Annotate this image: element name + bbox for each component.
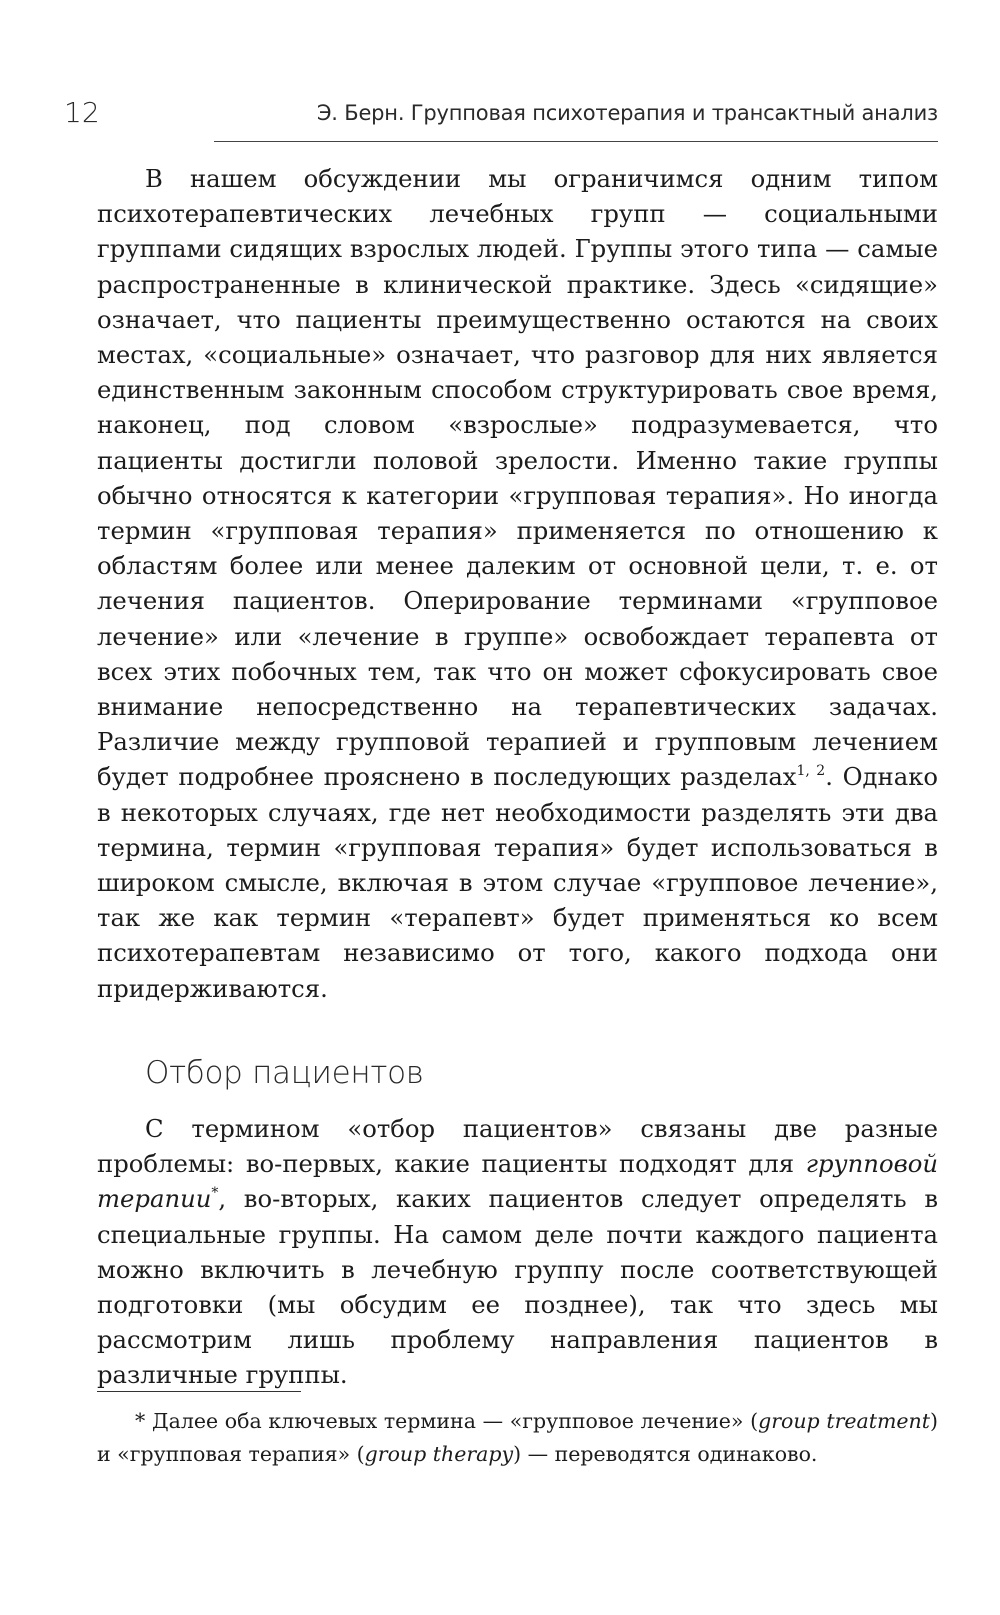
footnote — [97, 1405, 938, 1471]
footnote-text-1: Далее оба ключевых термина — «групповое лечение» ( — [151, 1409, 759, 1433]
footnote-text-3: ) — переводятся одинаково. — [513, 1442, 818, 1466]
footnote-mark-inline: * — [135, 1409, 146, 1433]
paragraph-text-before: С термином «отбор пациентов» связаны две разные проблемы: во-первых, какие пациенты подходят для — [97, 1114, 938, 1179]
footnote-mark: * — [211, 1185, 219, 1202]
paragraph-text-after: , во-вторых, каких пациентов следует определять в специальные группы. На самом деле почти каждого пациента можно включить в лечебную группу после соответствующей подготовки (мы обсудим ее позднее), так что здесь мы рассмотрим лишь проблему направления пациентов в различные группы. — [97, 1184, 938, 1390]
paragraph-intro — [97, 161, 938, 1006]
reference-marks: 1, 2 — [796, 763, 826, 780]
section-heading: Отбор пациентов — [145, 1055, 424, 1091]
running-title: Э. Берн. Групповая психотерапия и трансактный анализ — [316, 101, 938, 125]
paragraph-patient-selection — [97, 1111, 938, 1393]
italic-term: групповой терапии — [97, 1149, 938, 1214]
paragraph-intro-text-after: . Однако в некоторых случаях, где нет необходимости разделять эти два термина, термин «групповая терапия» будет использоваться в широком смысле, включая в этом случае «групповое лечение», так же как термин «терапевт» будет применяться ко всем психотерапевтам независимо от того, какого подхода они придерживаются. — [97, 762, 939, 1003]
page-number: 12 — [64, 96, 100, 129]
header-rule — [214, 141, 938, 142]
footnote-italic-1: group treatment — [758, 1409, 930, 1433]
paragraph-intro-text: В нашем обсуждении мы ограничимся одним типом психотерапевтических лечебных групп — социальными группами сидящих взрослых людей. Группы этого типа — самые распространенные в клинической практике. Здесь «сидящие» означает, что пациенты преимущественно остаются на своих местах, «социальные» означает, что разговор для них является единственным законным способом структурировать свое время, наконец, под словом «взрослые» подразумевается, что пациенты достигли половой зрелости. Именно такие группы обычно относятся к категории «групповая терапия». Но иногда термин «групповая терапия» применяется по отношению к областям более или менее далеким от основной цели, т. е. от лечения пациентов. Оперирование терминами «групповое лечение» или «лечение в группе» освобождает терапевта от всех этих побочных тем, так что он может сфокусировать свое внимание непосредственно на терапевтических задачах. Различие между групповой терапией и групповым лечением будет подробнее прояснено в последующих разделах — [97, 164, 938, 792]
footnote-rule — [97, 1391, 301, 1392]
footnote-text-2: ) и «групповая терапия» ( — [97, 1409, 938, 1466]
footnote-italic-2: group therapy — [364, 1442, 514, 1466]
